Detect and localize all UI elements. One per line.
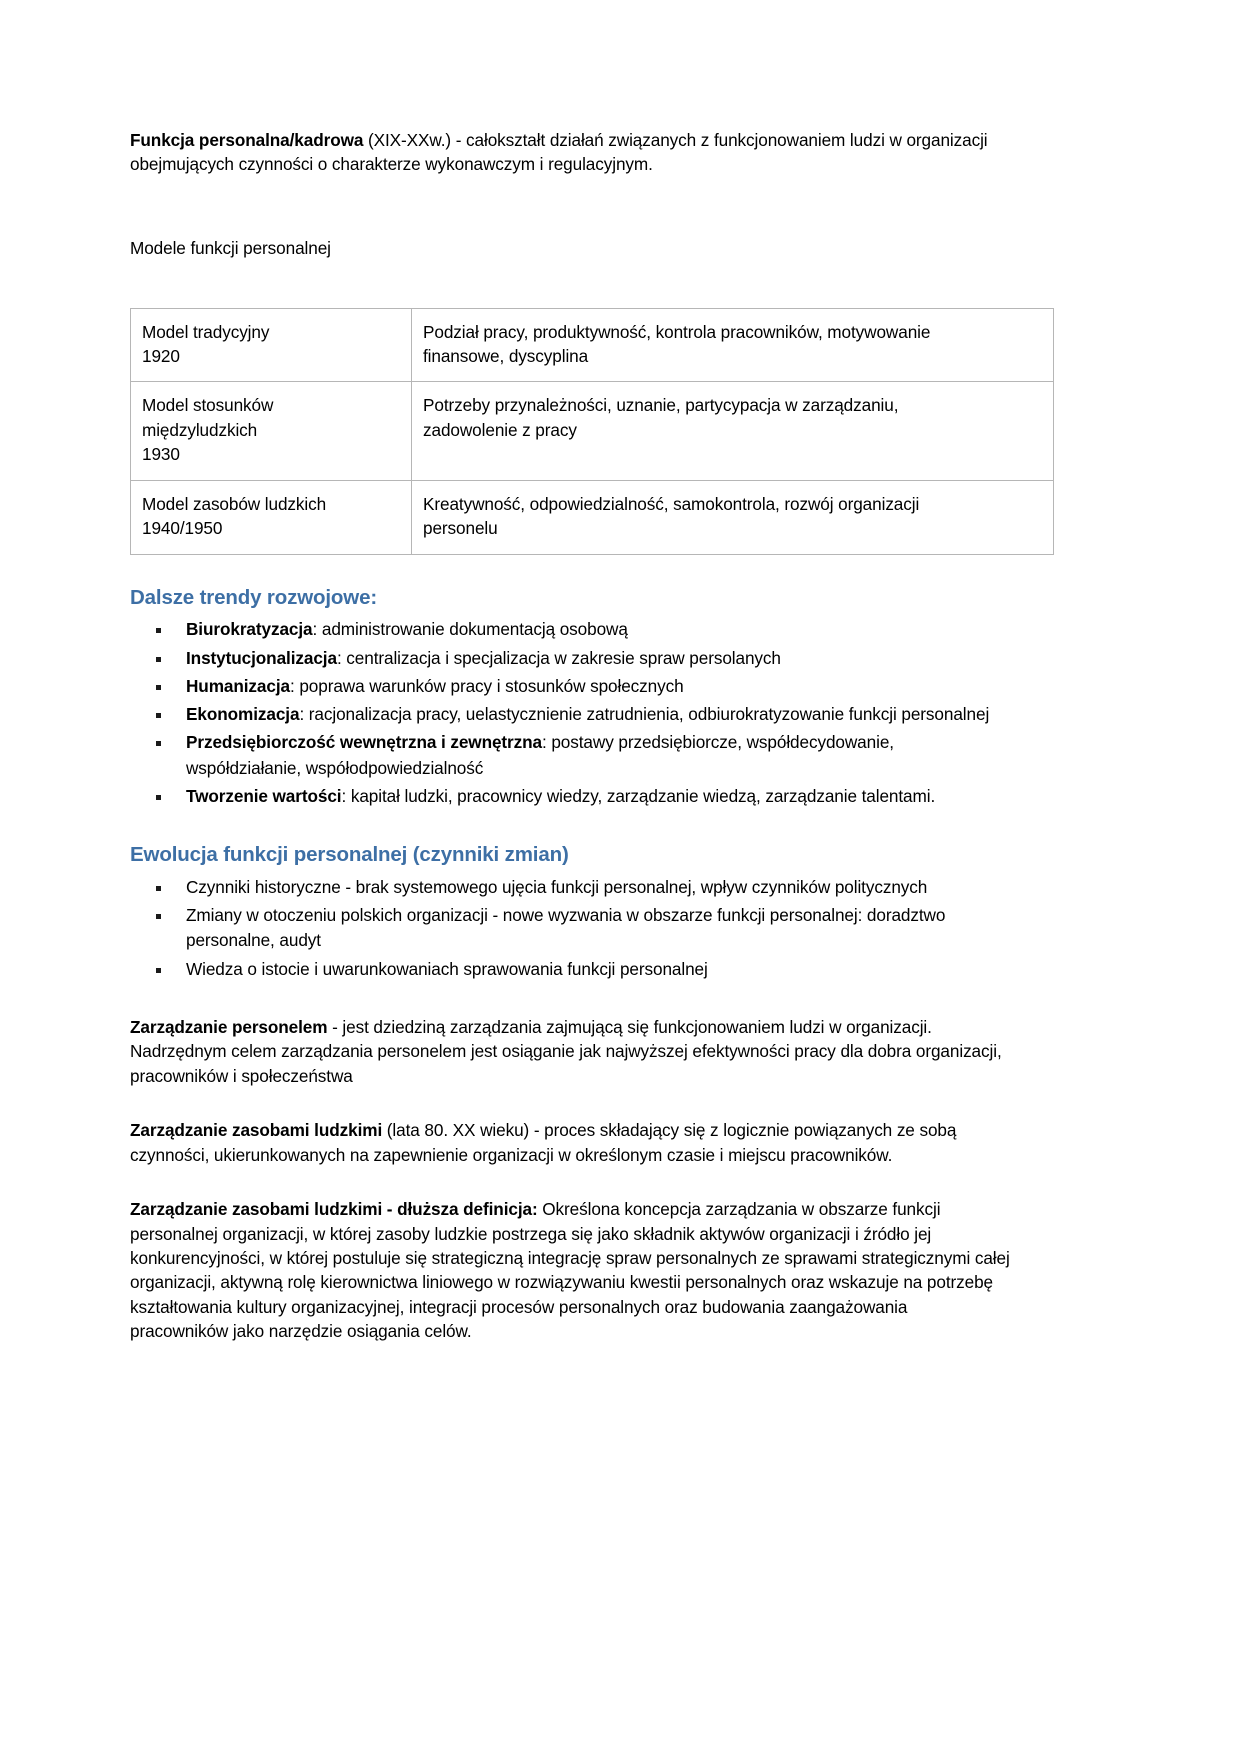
cell-line: zadowolenie z pracy — [423, 419, 577, 440]
cell-line: Potrzeby przynależności, uznanie, partycypacja w zarządzaniu, — [423, 395, 899, 416]
list-item — [130, 702, 1010, 727]
list-item-text: : poprawa warunków pracy i stosunków społecznych — [289, 675, 684, 696]
spacer — [130, 555, 1010, 585]
list-item-term: Przedsiębiorczość wewnętrzna i zewnętrzna — [186, 732, 542, 753]
spacer — [130, 1088, 1010, 1118]
table-cell-model — [131, 308, 412, 382]
models-table — [130, 308, 1054, 555]
list-item-term: Ekonomizacja — [186, 704, 300, 725]
list-item — [130, 730, 1010, 781]
intro-paragraph — [130, 128, 1010, 177]
cell-line: Model zasobów ludzkich — [142, 493, 327, 514]
definition-paragraph-hrm-long — [130, 1197, 1010, 1344]
cell-line: Kreatywność, odpowiedzialność, samokontrola, rozwój organizacji — [423, 493, 920, 514]
list-item-text: : administrowanie dokumentacją osobową — [312, 619, 628, 640]
spacer — [130, 985, 1010, 1015]
list-item-text: Czynniki historyczne - brak systemowego ujęcia funkcji personalnej, wpływ czynników politycznych — [186, 876, 928, 897]
definition-bold-lead: Zarządzanie zasobami ludzkimi — [130, 1120, 383, 1141]
definition-bold-lead: Zarządzanie zasobami ludzkimi - dłuższa definicja: — [130, 1199, 538, 1220]
list-item — [130, 674, 1010, 699]
list-item — [130, 784, 1010, 809]
list-item — [130, 875, 1010, 900]
definition-rest: - jest dziedziną zarządzania zajmującą się funkcjonowaniem ludzi w organizacji. Nadrzędnym celem zarządzania personelem jest osiąganie jak najwyższej efektywności pracy dla dobra organizacji, pracowników i społeczeństwa — [130, 1016, 1002, 1086]
trends-list — [130, 617, 1010, 809]
list-item — [130, 646, 1010, 671]
table-cell-model — [131, 382, 412, 480]
table-row — [131, 480, 1054, 554]
list-item — [130, 903, 1010, 954]
cell-line: Model stosunków — [142, 395, 274, 416]
cell-line: 1920 — [142, 346, 180, 367]
intro-rest: (XIX-XXw.) - całokształt działań związanych z funkcjonowaniem ludzi w organizacji obejmujących czynności o charakterze wykonawczym i regulacyjnym. — [130, 130, 988, 175]
list-item-text: : racjonalizacja pracy, uelastycznienie zatrudnienia, odbiurokratyzowanie funkcji personalnej — [299, 704, 990, 725]
spacer — [130, 278, 1010, 308]
section-heading-trends: Dalsze trendy rozwojowe: — [130, 585, 378, 609]
table-row — [131, 382, 1054, 480]
list-item-term: Instytucjonalizacja — [186, 647, 337, 668]
cell-line: 1940/1950 — [142, 518, 223, 539]
table-cell-description — [412, 480, 1054, 554]
definition-rest: Określona koncepcja zarządzania w obszarze funkcji personalnej organizacji, w której zasoby ludzkie postrzega się jako składnik aktywów organizacji i źródło jej konkurencyjności, w której postuluje się strategiczną integrację spraw personalnych ze sprawami strategicznymi całej organizacji, aktywną rolę kierownictwa liniowego w rozwiązywaniu kwestii personalnych oraz wskazuje na potrzebę kształtowania kultury organizacyjnej, integracji procesów personalnych oraz budowania zaangażowania pracowników jako narzędzie osiągania celów. — [130, 1199, 1010, 1342]
document-body — [130, 128, 1010, 1344]
cell-line: Model tradycyjny — [142, 321, 270, 342]
cell-line: personelu — [423, 518, 498, 539]
list-item-text: : postawy przedsiębiorcze, współdecydowanie, współdziałanie, współodpowiedzialność — [186, 732, 894, 778]
list-item-text: Wiedza o istocie i uwarunkowaniach sprawowania funkcji personalnej — [186, 958, 708, 979]
definition-bold-lead: Zarządzanie personelem — [130, 1016, 328, 1037]
spacer — [130, 812, 1010, 842]
table-caption: Modele funkcji personalnej — [130, 238, 331, 259]
list-item-term: Biurokratyzacja — [186, 619, 313, 640]
definition-rest: (lata 80. XX wieku) - proces składający się z logicznie powiązanych ze sobą czynności, ukierunkowanych na zapewnienie organizacji w określonym czasie i miejscu pracowników. — [130, 1120, 957, 1165]
section-heading-evolution: Ewolucja funkcji personalnej (czynniki zmian) — [130, 843, 569, 867]
cell-line: finansowe, dyscyplina — [423, 346, 589, 367]
spacer — [130, 1167, 1010, 1197]
definition-paragraph-personnel-management — [130, 1015, 1010, 1088]
intro-bold-lead: Funkcja personalna/kadrowa — [130, 130, 364, 150]
table-cell-model — [131, 480, 412, 554]
definition-paragraph-hrm-short — [130, 1118, 1010, 1167]
list-item — [130, 617, 1010, 642]
list-item-text: Zmiany w otoczeniu polskich organizacji - nowe wyzwania w obszarze funkcji personalnej: doradztwo personalne, audyt — [186, 905, 946, 951]
spacer — [130, 177, 1010, 219]
list-item-term: Tworzenie wartości — [186, 785, 342, 806]
list-item-text: : centralizacja i specjalizacja w zakresie spraw persolanych — [336, 647, 781, 668]
table-cell-description — [412, 382, 1054, 480]
cell-line: Podział pracy, produktywność, kontrola pracowników, motywowanie — [423, 321, 931, 342]
evolution-list — [130, 875, 1010, 982]
cell-line: międzyludzkich — [142, 419, 258, 440]
list-item-text: : kapitał ludzki, pracownicy wiedzy, zarządzanie wiedzą, zarządzanie talentami. — [341, 785, 936, 806]
table-row — [131, 308, 1054, 382]
cell-line: 1930 — [142, 444, 180, 465]
list-item-term: Humanizacja — [186, 675, 290, 696]
list-item — [130, 957, 1010, 982]
table-cell-description — [412, 308, 1054, 382]
